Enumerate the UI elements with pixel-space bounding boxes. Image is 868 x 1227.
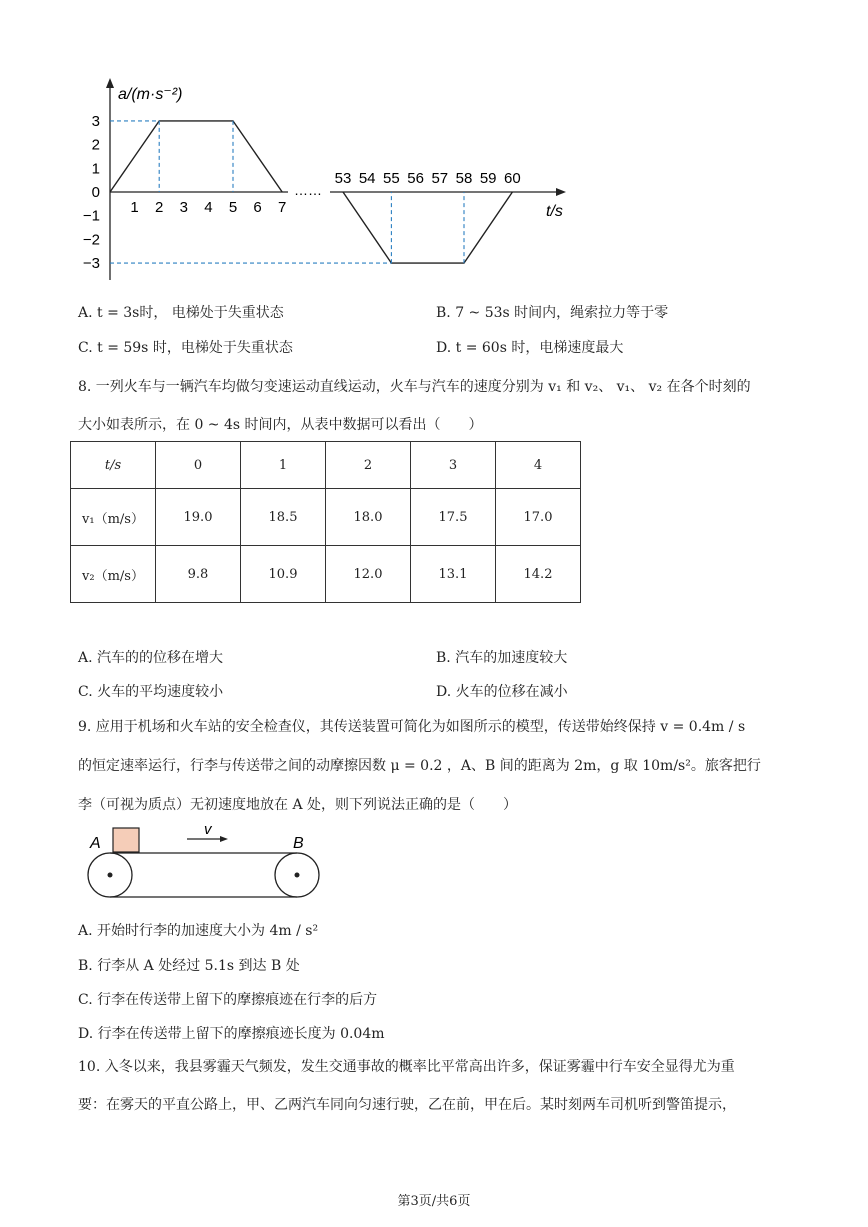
y-tick-label: −2 bbox=[82, 231, 100, 249]
q9-option-c: C. 行李在传送带上留下的摩擦痕迹在行李的后方 bbox=[78, 992, 378, 1008]
table-cell: 1 bbox=[241, 442, 326, 489]
x-tick-label: 6 bbox=[253, 199, 262, 216]
page-footer: 第3页/共6页 bbox=[397, 1194, 471, 1209]
q9-stem-line3: 李（可视为质点）无初速度地放在 A 处，则下列说法正确的是（ ） bbox=[78, 797, 518, 813]
point-b-label: B bbox=[293, 835, 304, 852]
x-tick-label: 57 bbox=[431, 170, 449, 187]
table-cell: 19.0 bbox=[156, 489, 241, 546]
q10-stem-line2: 要：在雾天的平直公路上，甲、乙两汽车同向匀速行驶，乙在前，甲在后。某时刻两车司机听到警笛提示， bbox=[78, 1097, 736, 1113]
q8-option-a: A. 汽车的的位移在增大 bbox=[78, 650, 224, 666]
x-tick-label: 1 bbox=[130, 199, 139, 216]
x-tick-label: 56 bbox=[407, 170, 424, 187]
luggage-box bbox=[113, 828, 139, 852]
table-cell: v₁（m/s） bbox=[71, 489, 156, 546]
table-cell: 18.0 bbox=[326, 489, 411, 546]
q7-option-d: D. t = 60s 时，电梯速度最大 bbox=[436, 340, 624, 356]
x-tick-label: 5 bbox=[228, 199, 238, 216]
q8-stem-line2: 大小如表所示，在 0 ~ 4s 时间内，从表中数据可以看出（ ） bbox=[78, 417, 483, 433]
left-pulley-axle bbox=[108, 873, 113, 878]
table-cell: 3 bbox=[411, 442, 496, 489]
q9-option-d: D. 行李在传送带上留下的摩擦痕迹长度为 0.04m bbox=[78, 1026, 385, 1042]
q7-option-a: A. t = 3s时， 电梯处于失重状态 bbox=[78, 305, 284, 321]
q9-option-a: A. 开始时行李的加速度大小为 4m / s² bbox=[78, 923, 319, 939]
series-line bbox=[110, 121, 282, 192]
x-tick-label: 58 bbox=[455, 170, 473, 187]
graph-x-axis-label: t/s bbox=[546, 203, 563, 220]
q9-option-b: B. 行李从 A 处经过 5.1s 到达 B 处 bbox=[78, 958, 300, 974]
x-tick-label: 55 bbox=[383, 170, 400, 187]
q10-stem-line1: 10. 入冬以来，我县雾霾天气频发，发生交通事故的概率比平常高出许多，保证雾霾中行车安全显得尤为重 bbox=[78, 1059, 735, 1075]
x-tick-label: 60 bbox=[504, 170, 521, 187]
table-cell: 0 bbox=[156, 442, 241, 489]
velocity-arrow-head bbox=[220, 836, 228, 842]
y-tick-label: 0 bbox=[91, 184, 100, 201]
right-pulley-axle bbox=[295, 873, 300, 878]
y-tick-label: 2 bbox=[91, 136, 100, 154]
q9-stem-line2: 的恒定速率运行，行李与传送带之间的动摩擦因数 μ = 0.2 ，A、B 间的距离为 2m，g 取 10m/s²。旅客把行 bbox=[78, 758, 761, 774]
y-tick-label: −3 bbox=[82, 255, 100, 273]
x-tick-label: 3 bbox=[179, 199, 188, 216]
y-tick-label: 3 bbox=[91, 112, 100, 130]
conveyor-belt-figure bbox=[80, 822, 330, 907]
y-tick-label: 1 bbox=[91, 160, 100, 178]
y-axis-arrow bbox=[106, 78, 114, 88]
q7-option-b: B. 7 ~ 53s 时间内，绳索拉力等于零 bbox=[436, 305, 669, 321]
graph-y-axis-label: a/(m·s⁻²) bbox=[118, 86, 183, 103]
table-row bbox=[71, 489, 581, 546]
table-cell: 12.0 bbox=[326, 546, 411, 603]
x-axis-arrow bbox=[556, 188, 566, 196]
x-tick-label: 2 bbox=[155, 199, 164, 216]
table-cell: 2 bbox=[326, 442, 411, 489]
table-cell: 14.2 bbox=[496, 546, 581, 603]
graph-gap-dots: …… bbox=[294, 182, 322, 198]
x-tick-label: 7 bbox=[278, 199, 287, 216]
x-tick-label: 4 bbox=[204, 199, 213, 216]
table-cell: 4 bbox=[496, 442, 581, 489]
table-cell: 17.5 bbox=[411, 489, 496, 546]
acceleration-time-graph bbox=[0, 70, 600, 280]
x-tick-label: 59 bbox=[479, 170, 497, 187]
q8-option-b: B. 汽车的加速度较大 bbox=[436, 650, 568, 666]
q8-option-d: D. 火车的位移在减小 bbox=[436, 684, 568, 700]
table-cell: 18.5 bbox=[241, 489, 326, 546]
x-tick-label: 53 bbox=[334, 170, 352, 187]
table-row bbox=[71, 442, 581, 489]
table-cell: 9.8 bbox=[156, 546, 241, 603]
table-cell: 17.0 bbox=[496, 489, 581, 546]
x-tick-label: 54 bbox=[358, 170, 376, 187]
table-cell: 13.1 bbox=[411, 546, 496, 603]
q9-stem-line1: 9. 应用于机场和火车站的安全检查仪，其传送装置可简化为如图所示的模型，传送带始终保持 v = 0.4m / s bbox=[78, 719, 746, 735]
point-a-label: A bbox=[90, 835, 101, 852]
q7-option-c: C. t = 59s 时，电梯处于失重状态 bbox=[78, 340, 293, 356]
table-cell: 10.9 bbox=[241, 546, 326, 603]
table-cell: t/s bbox=[71, 442, 156, 489]
q8-option-c: C. 火车的平均速度较小 bbox=[78, 684, 224, 700]
table-row bbox=[71, 546, 581, 603]
q8-velocity-table bbox=[70, 441, 581, 603]
q8-stem-line1: 8. 一列火车与一辆汽车均做匀变速运动直线运动，火车与汽车的速度分别为 v₁ 和 v₂、 v₁、 v₂ 在各个时刻的 bbox=[78, 379, 751, 395]
series-line bbox=[343, 192, 512, 263]
table-cell: v₂（m/s） bbox=[71, 546, 156, 603]
y-tick-label: −1 bbox=[82, 207, 100, 225]
velocity-label: v bbox=[204, 822, 212, 838]
